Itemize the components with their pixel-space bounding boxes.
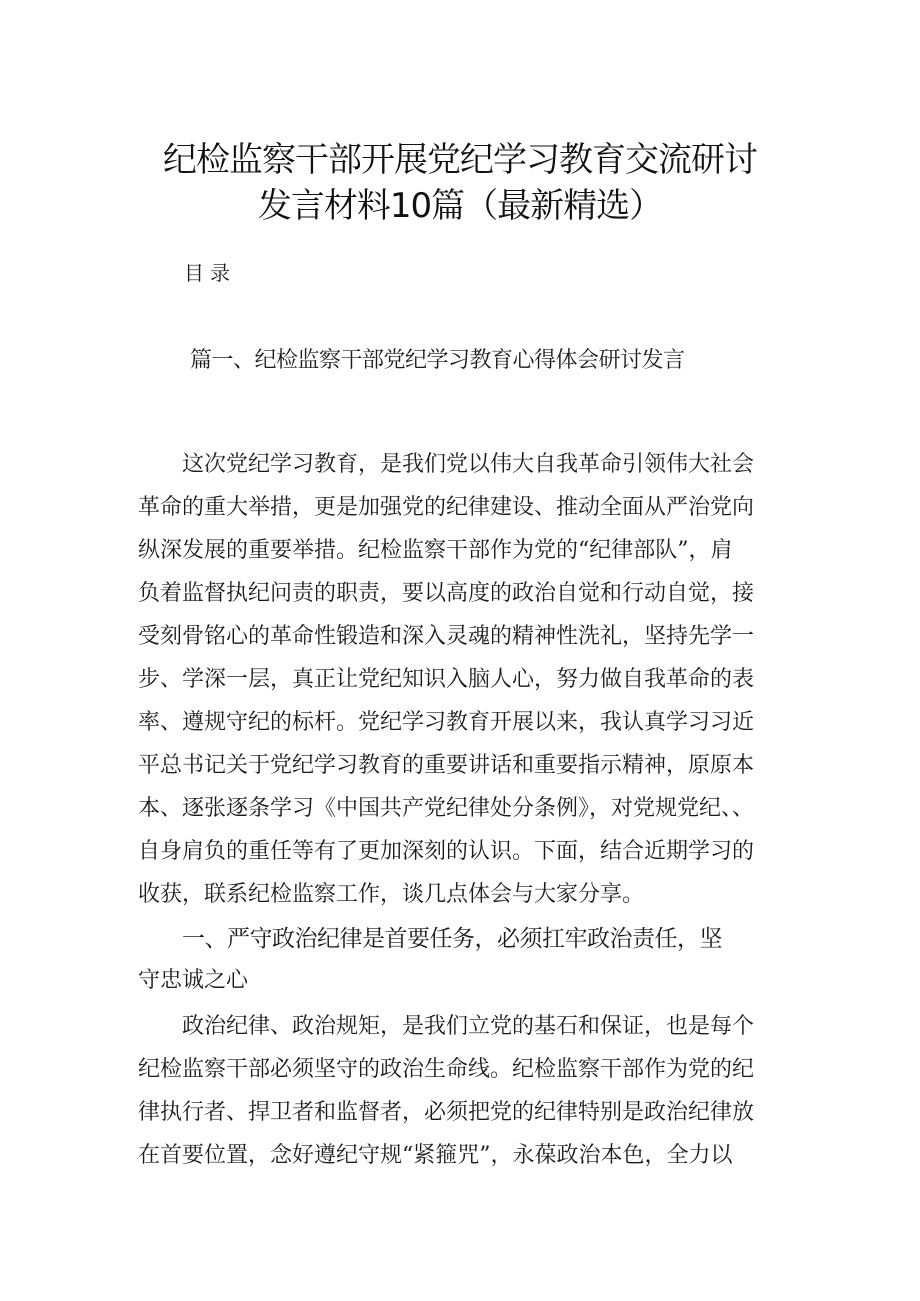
paragraph-line: 纪检监察干部必须坚守的政治生命线。纪检监察干部作为党的纪: [138, 1057, 755, 1082]
paragraph-line: 率、遵规守纪的标杆。党纪学习教育开展以来，我认真学习习近: [138, 710, 755, 735]
section-1-heading-continuation: 守忠诚之心: [138, 968, 249, 993]
section-1-heading: 一、严守政治纪律是首要任务，必须扛牢政治责任，坚: [182, 926, 722, 952]
paragraph-line: 自身肩负的重任等有了更加深刻的认识。下面，结合近期学习的: [138, 839, 755, 864]
paragraph-line: 政治纪律、政治规矩，是我们立党的基石和保证，也是每个: [182, 1014, 755, 1039]
paragraph-line: 负着监督执纪问责的职责，要以高度的政治自觉和行动自觉，接: [138, 581, 755, 606]
paragraph-line: 受刻骨铭心的革命性锻造和深入灵魂的精神性洗礼，坚持先学一: [138, 624, 755, 649]
toc-item-1: 篇一、纪检监察干部党纪学习教育心得体会研讨发言: [190, 348, 685, 373]
document-title-line-1: 纪检监察干部开展党纪学习教育交流研讨: [163, 140, 757, 180]
paragraph-line: 平总书记关于党纪学习教育的重要讲话和重要指示精神，原原本: [138, 753, 755, 778]
paragraph-line: 收获，联系纪检监察工作，谈几点体会与大家分享。: [138, 882, 645, 907]
paragraph-line: 革命的重大举措，更是加强党的纪律建设、推动全面从严治党向: [138, 495, 755, 520]
paragraph-line: 纵深发展的重要举措。纪检监察干部作为党的“纪律部队”，肩: [138, 538, 733, 563]
toc-label: 目录: [184, 261, 236, 285]
paragraph-line: 律执行者、捍卫者和监督者，必须把党的纪律特别是政治纪律放: [138, 1100, 755, 1125]
document-title-line-2: 发言材料10篇（最新精选）: [257, 186, 663, 226]
paragraph-line: 本、逐张逐条学习《中国共产党纪律处分条例》，对党规党纪、、: [138, 796, 755, 821]
paragraph-line: 在首要位置，念好遵纪守规“紧箍咒”，永葆政治本色，全力以: [138, 1143, 733, 1168]
paragraph-line: 这次党纪学习教育，是我们党以伟大自我革命引领伟大社会: [182, 452, 755, 477]
paragraph-line: 步、学深一层，真正让党纪知识入脑人心，努力做自我革命的表: [138, 667, 755, 692]
